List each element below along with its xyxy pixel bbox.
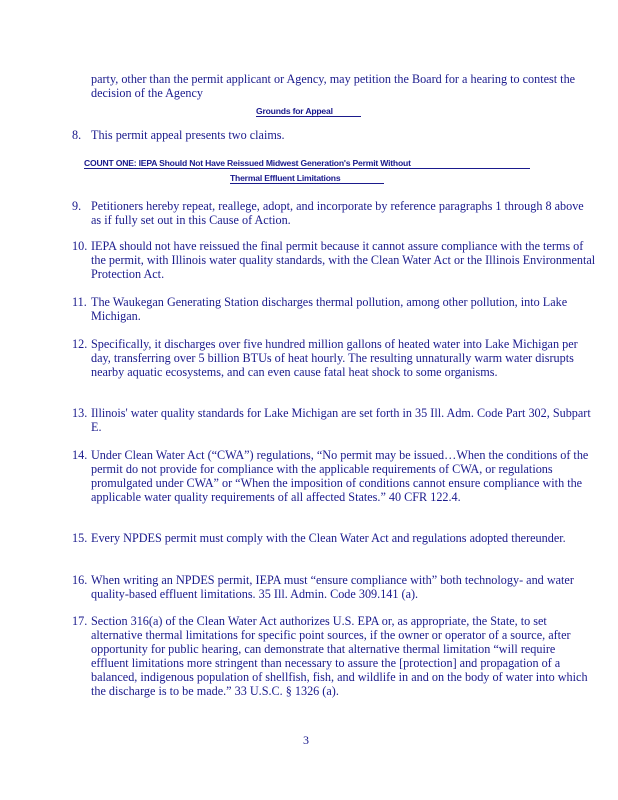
heading-count-one-text-2: Thermal Effluent Limitations xyxy=(230,173,384,184)
paragraph-text: Section 316(a) of the Clean Water Act authorizes U.S. EPA or, as appropriate, the State, to set alternative thermal limitations for specific point sources, if the owner or operator of a source, after opportunity for public hearing, can demonstrate that alternative thermal limitation “will require effluent limitations more stringent than necessary to assure the [protection] and propagation of a balanced, indigenous population of shellfish, fish, and wildlife in and on the body of water into which the discharge is to be made.” 33 U.S.C. § 1326 (a). xyxy=(91,614,588,698)
paragraph-text: The Waukegan Generating Station discharges thermal pollution, among other pollution, into Lake Michigan. xyxy=(91,295,568,323)
paragraph-9 xyxy=(72,199,596,227)
paragraph-number: 12. xyxy=(72,337,88,351)
paragraph-16 xyxy=(72,573,596,601)
paragraph-number: 17. xyxy=(72,614,88,628)
heading-grounds-for-appeal xyxy=(256,106,361,117)
paragraph-text: Under Clean Water Act (“CWA”) regulations, “No permit may be issued…When the conditions of the permit do not provide for compliance with the applicable requirements of CWA, or regulations promulgated under CWA” or “When the imposition of conditions cannot ensure compliance with the applicable water quality requirements of all affected States.” 40 CFR 122.4. xyxy=(91,448,589,504)
paragraph-text: Every NPDES permit must comply with the Clean Water Act and regulations adopted thereunder. xyxy=(91,531,566,545)
paragraph-11 xyxy=(72,295,596,323)
paragraph-number: 11. xyxy=(72,295,87,309)
paragraph-17 xyxy=(72,614,596,698)
paragraph-12 xyxy=(72,337,596,379)
paragraph-8 xyxy=(72,128,596,142)
paragraph-number: 8. xyxy=(72,128,82,142)
paragraph-number: 13. xyxy=(72,406,88,420)
paragraph-text: Petitioners hereby repeat, reallege, adopt, and incorporate by reference paragraphs 1 through 8 above as if fully set out in this Cause of Action. xyxy=(91,199,584,227)
paragraph-number: 10. xyxy=(72,239,88,253)
paragraph-text: IEPA should not have reissued the final permit because it cannot assure compliance with the terms of the permit, with Illinois water quality standards, with the Clean Water Act or the Illinois Environmental Protection Act. xyxy=(91,239,596,281)
paragraph-10 xyxy=(72,239,596,281)
paragraph-text: When writing an NPDES permit, IEPA must “ensure compliance with” both technology- and water quality-based effluent limitations. 35 Ill. Admin. Code 309.141 (a). xyxy=(91,573,574,601)
intro-paragraph-continuation: party, other than the permit applicant or Agency, may petition the Board for a hearing to contest the decision of the Agency xyxy=(91,72,576,100)
paragraph-text: Illinois' water quality standards for Lake Michigan are set forth in 35 Ill. Adm. Code Part 302, Subpart E. xyxy=(91,406,591,434)
heading-count-one-line1 xyxy=(84,158,530,169)
paragraph-text: Specifically, it discharges over five hundred million gallons of heated water into Lake Michigan per day, transferring over 5 billion BTUs of heat hourly. The resulting unnaturally warm water disrupts nearby aquatic ecosystems, and can even cause fatal heat shock to some organisms. xyxy=(91,337,578,379)
paragraph-14 xyxy=(72,448,596,504)
paragraph-13 xyxy=(72,406,596,434)
page-number: 3 xyxy=(303,733,309,747)
paragraph-15 xyxy=(72,531,596,545)
paragraph-number: 14. xyxy=(72,448,88,462)
paragraph-number: 9. xyxy=(72,199,82,213)
heading-grounds-text: Grounds for Appeal xyxy=(256,106,361,117)
heading-count-one-text: COUNT ONE: IEPA Should Not Have Reissued Midwest Generation's Permit Without xyxy=(84,158,530,169)
paragraph-number: 16. xyxy=(72,573,88,587)
heading-count-one-line2 xyxy=(230,173,384,184)
paragraph-text: This permit appeal presents two claims. xyxy=(91,128,285,142)
paragraph-number: 15. xyxy=(72,531,88,545)
